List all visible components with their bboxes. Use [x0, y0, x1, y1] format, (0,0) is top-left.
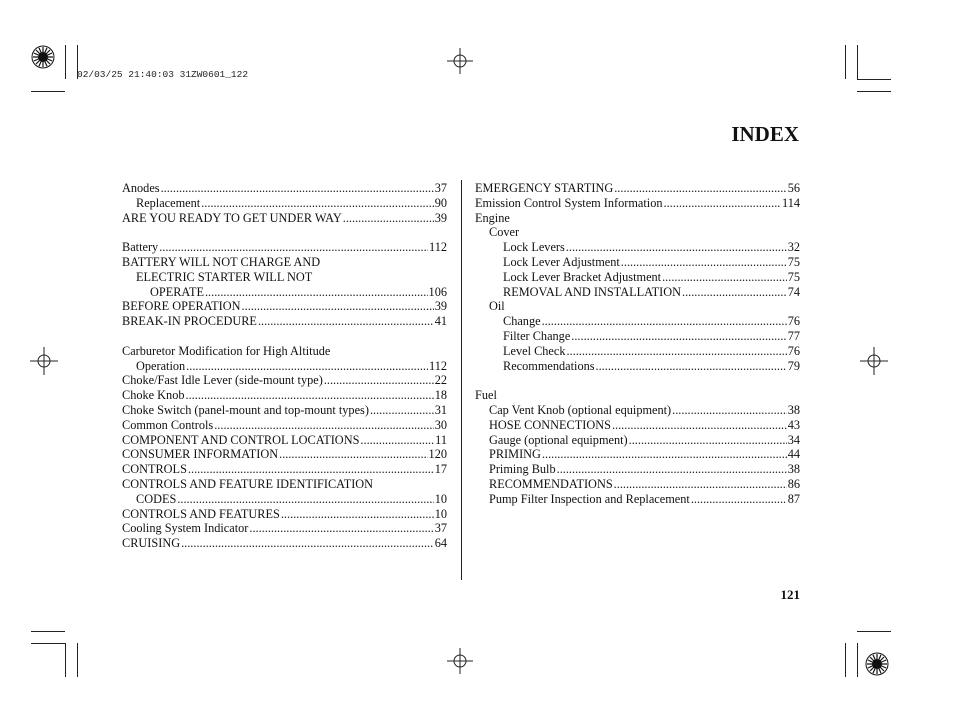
crop-mark	[845, 643, 846, 677]
registration-crosshair-icon	[447, 48, 473, 74]
crop-mark	[31, 643, 65, 644]
index-entry	[475, 492, 800, 507]
index-entry-page: 38	[787, 402, 800, 417]
index-entry-label: BEFORE OPERATION	[122, 299, 241, 314]
index-entry	[122, 314, 447, 329]
index-entry	[475, 314, 800, 329]
dot-leader	[249, 521, 433, 536]
index-entry-page: 76	[787, 314, 800, 329]
index-entry-label: Battery	[122, 240, 159, 255]
index-entry	[122, 181, 447, 196]
index-entry	[475, 388, 800, 403]
dot-leader	[201, 196, 434, 211]
index-column-left	[122, 181, 447, 551]
dot-leader	[542, 447, 787, 462]
index-entry	[475, 462, 800, 477]
dot-leader	[662, 270, 787, 285]
blank-line	[475, 373, 800, 388]
dot-leader	[159, 240, 428, 255]
dot-leader	[682, 285, 787, 300]
registration-crosshair-icon	[860, 347, 888, 375]
index-entry	[122, 299, 447, 314]
index-entry	[122, 403, 447, 418]
index-entry	[475, 403, 800, 418]
dot-leader	[186, 359, 428, 374]
index-entry-page: 120	[428, 447, 447, 462]
index-entry-label: ELECTRIC STARTER WILL NOT	[136, 269, 313, 284]
index-entry-page: 30	[434, 417, 447, 432]
index-entry-label: Cover	[489, 225, 520, 240]
dot-leader	[566, 344, 786, 359]
dot-leader	[161, 181, 434, 196]
index-entry-page: 75	[787, 269, 800, 284]
index-entry-page: 37	[434, 521, 447, 536]
crop-mark	[857, 643, 858, 677]
index-entry	[122, 536, 447, 551]
index-entry-page: 56	[787, 181, 800, 195]
index-entry-page: 75	[787, 254, 800, 269]
page-number: 121	[780, 587, 800, 602]
index-entry-label: CRUISING	[122, 536, 181, 551]
crop-mark	[857, 79, 891, 80]
index-entry-label: Cooling System Indicator	[122, 521, 249, 536]
registration-crosshair-icon	[447, 648, 473, 674]
index-entry	[475, 270, 800, 285]
index-entry-label: Lock Lever Adjustment	[503, 254, 620, 269]
index-entry	[475, 447, 800, 462]
index-entry-label: BATTERY WILL NOT CHARGE AND	[122, 254, 321, 269]
index-entry-page: 43	[787, 417, 800, 432]
index-entry-page: 32	[787, 240, 800, 255]
index-entry-page: 112	[429, 358, 447, 373]
dot-leader	[370, 403, 434, 418]
crop-mark	[857, 45, 858, 79]
dot-leader	[181, 536, 434, 551]
index-entry-page: 10	[434, 491, 447, 506]
index-entry-label: CONTROLS AND FEATURES	[122, 506, 280, 521]
index-entry	[122, 240, 447, 255]
index-entry-label: Change	[503, 314, 541, 329]
index-entry-page: 114	[782, 195, 800, 210]
index-entry-label: RECOMMENDATIONS	[489, 476, 613, 491]
index-entry-label: Recommendations	[503, 358, 595, 373]
index-entry-label: Filter Change	[503, 328, 571, 343]
dot-leader	[214, 418, 433, 433]
index-entry-page: 22	[434, 373, 447, 388]
index-entry-label: Oil	[489, 299, 505, 314]
index-entry-label: Gauge (optional equipment)	[489, 432, 628, 447]
index-entry-label: Pump Filter Inspection and Replacement	[489, 491, 690, 506]
index-entry-label: BREAK-IN PROCEDURE	[122, 314, 257, 329]
dot-leader	[542, 314, 787, 329]
index-entry	[475, 255, 800, 270]
index-entry-label: Anodes	[122, 181, 160, 195]
dot-leader	[629, 433, 787, 448]
index-entry-label: Priming Bulb	[489, 462, 556, 477]
index-entry-label: EMERGENCY STARTING	[475, 181, 614, 195]
index-entry-page: 74	[787, 284, 800, 299]
index-entry	[122, 521, 447, 536]
crop-mark	[31, 91, 65, 92]
index-entry	[122, 507, 447, 522]
index-entry	[122, 373, 447, 388]
index-entry-page: 86	[787, 476, 800, 491]
crop-mark	[857, 631, 891, 632]
index-entry	[122, 492, 447, 507]
dot-leader	[614, 477, 787, 492]
dot-leader	[621, 255, 787, 270]
crop-mark	[65, 45, 66, 79]
crop-mark	[857, 91, 891, 92]
index-entry-page: 77	[787, 328, 800, 343]
index-entry-page: 106	[428, 284, 447, 299]
dot-leader	[281, 507, 434, 522]
crop-mark	[31, 631, 65, 632]
index-entry	[122, 418, 447, 433]
index-entry	[122, 211, 447, 226]
index-entry-page: 11	[435, 432, 447, 447]
index-entry	[475, 477, 800, 492]
index-entry-label: Operation	[136, 358, 186, 373]
print-stamp: 02/03/25 21:40:03 31ZW0601_122	[77, 69, 249, 80]
dot-leader	[324, 373, 434, 388]
index-entry-page: 112	[429, 240, 447, 255]
index-entry-label: Choke Switch (panel-mount and top-mount types)	[122, 402, 369, 417]
index-entry	[122, 447, 447, 462]
index-entry-label: Fuel	[475, 388, 497, 403]
index-entry-label: PRIMING	[489, 447, 541, 462]
index-entry-page: 38	[787, 462, 800, 477]
index-column-right	[475, 181, 800, 507]
index-entry-page: 39	[434, 299, 447, 314]
column-divider	[461, 180, 462, 580]
index-entry	[122, 359, 447, 374]
index-entry	[122, 196, 447, 211]
index-entry-page: 31	[434, 402, 447, 417]
dot-leader	[557, 462, 787, 477]
index-entry	[475, 344, 800, 359]
index-entry-page: 37	[434, 181, 447, 195]
index-entry-label: COMPONENT AND CONTROL LOCATIONS	[122, 432, 360, 447]
dot-leader	[571, 329, 786, 344]
dot-leader	[186, 388, 434, 403]
dot-leader	[177, 492, 433, 507]
index-entry	[122, 285, 447, 300]
index-entry-label: Lock Lever Bracket Adjustment	[503, 269, 662, 284]
index-entry	[475, 196, 800, 211]
index-entry-label: Emission Control System Information	[475, 195, 663, 210]
dot-leader	[664, 196, 781, 211]
index-entry	[122, 255, 447, 270]
crop-mark	[65, 643, 66, 677]
starburst-registration-icon	[31, 45, 55, 69]
index-entry-page: 79	[787, 358, 800, 373]
index-entry-label: CONSUMER INFORMATION	[122, 447, 279, 462]
index-entry-label: Cap Vent Knob (optional equipment)	[489, 402, 672, 417]
index-entry	[475, 433, 800, 448]
index-entry	[475, 329, 800, 344]
index-entry-page: 64	[434, 536, 447, 551]
index-entry	[122, 270, 447, 285]
index-entry	[122, 344, 447, 359]
index-entry	[475, 285, 800, 300]
index-entry	[475, 181, 800, 196]
index-entry-label: ARE YOU READY TO GET UNDER WAY	[122, 210, 342, 225]
index-entry-page: 44	[787, 447, 800, 462]
dot-leader	[360, 433, 434, 448]
index-entry-page: 17	[434, 462, 447, 477]
index-entry-label: CODES	[136, 491, 177, 506]
index-entry-label: CONTROLS	[122, 462, 187, 477]
index-entry-label: Level Check	[503, 343, 566, 358]
dot-leader	[258, 314, 434, 329]
index-entry	[122, 388, 447, 403]
index-entry	[122, 462, 447, 477]
index-entry-label: Choke Knob	[122, 388, 185, 403]
index-entry-page: 39	[434, 210, 447, 225]
blank-line	[122, 329, 447, 344]
index-entry-page: 10	[434, 506, 447, 521]
index-entry-page: 41	[434, 314, 447, 329]
blank-line	[122, 225, 447, 240]
page-title: INDEX	[731, 122, 799, 146]
dot-leader	[691, 492, 787, 507]
index-entry-page: 76	[787, 343, 800, 358]
crop-mark	[845, 45, 846, 79]
index-entry-label: Carburetor Modification for High Altitude	[122, 343, 331, 358]
index-entry	[475, 240, 800, 255]
index-entry-label: CONTROLS AND FEATURE IDENTIFICATION	[122, 476, 374, 491]
index-entry-label: REMOVAL AND INSTALLATION	[503, 284, 681, 299]
dot-leader	[242, 299, 434, 314]
index-entry	[122, 433, 447, 448]
index-entry-label: Common Controls	[122, 417, 214, 432]
index-entry-label: HOSE CONNECTIONS	[489, 417, 611, 432]
dot-leader	[188, 462, 434, 477]
index-entry-page: 87	[787, 491, 800, 506]
dot-leader	[205, 285, 428, 300]
dot-leader	[614, 181, 786, 196]
index-entry	[122, 477, 447, 492]
index-entry-page: 34	[787, 432, 800, 447]
index-entry	[475, 299, 800, 314]
dot-leader	[566, 240, 787, 255]
index-entry	[475, 359, 800, 374]
dot-leader	[612, 418, 787, 433]
index-entry-page: 90	[434, 195, 447, 210]
index-entry-label: Choke/Fast Idle Lever (side-mount type)	[122, 373, 323, 388]
index-entry	[475, 225, 800, 240]
index-entry-page: 18	[434, 388, 447, 403]
starburst-registration-icon	[865, 652, 889, 676]
dot-leader	[672, 403, 787, 418]
dot-leader	[279, 447, 427, 462]
index-entry-label: Engine	[475, 210, 510, 225]
crop-mark	[77, 643, 78, 677]
index-entry-label: Lock Levers	[503, 240, 565, 255]
dot-leader	[596, 359, 787, 374]
index-entry	[475, 418, 800, 433]
index-entry-label: OPERATE	[150, 284, 204, 299]
dot-leader	[343, 211, 434, 226]
registration-crosshair-icon	[30, 347, 58, 375]
index-entry-label: Replacement	[136, 195, 201, 210]
index-entry	[475, 211, 800, 226]
